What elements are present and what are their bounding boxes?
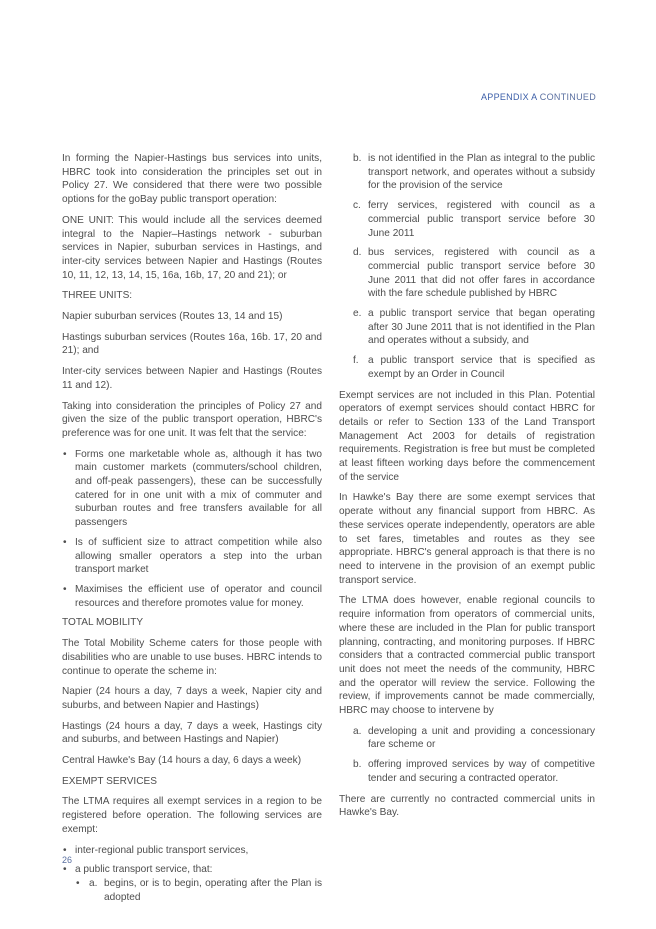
list-marker: d.	[353, 247, 362, 259]
total-mobility-paragraph: The Total Mobility Scheme caters for those people with disabilities who are unable to use buses. HBRC intends to continue to operate the scheme in:	[62, 638, 322, 677]
right-column	[339, 152, 595, 827]
header-continued: CONTINUED	[537, 92, 596, 102]
list-marker: • a.	[89, 877, 98, 889]
three-units-heading: THREE UNITS:	[62, 290, 133, 302]
list-item: • Forms one marketable whole as, although it has two main customer markets (commuters/school children, and off-peak passengers), these can be successfully catered for in one unit with a mix of commuter and suburban routes and free transfers available for all passengers	[62, 448, 322, 530]
preference-paragraph: Taking into consideration the principles of Policy 27 and given the size of the public transport operation, HBRC's preference was for one unit. It was felt that the service:	[62, 400, 322, 439]
list-item	[339, 354, 595, 381]
list-item-text: a public transport service that is specified as exempt by an Order in Council	[368, 355, 595, 380]
exempt-bullet-list	[62, 844, 322, 905]
hastings-mobility-paragraph: Hastings (24 hours a day, 7 days a week, Hastings city and suburbs, and between Hastings and Napier)	[62, 720, 322, 746]
exempt-registration-paragraph: Exempt services are not included in this Plan. Potential operators of exempt services should contact HBRC for details or refer to Section 133 of the Land Transport Management Act 2003 for details of registration requirements. Registration is free but must be completed at least fifteen working days before the commencement of the service	[339, 389, 595, 483]
one-unit-paragraph: ONE UNIT: This would include all the services deemed integral to the Napier–Hastings network - suburban services in Napier, suburban services in Hastings, and inter-city services between Napier and Hastings (Routes 10, 11, 12, 13, 14, 15, 16a, 16b, 17, 20 and 21); or	[62, 214, 322, 281]
list-item	[339, 725, 595, 752]
list-item	[62, 863, 322, 904]
list-item-text: begins, or is to begin, operating after the Plan is adopted	[104, 877, 322, 903]
list-marker: c.	[353, 200, 361, 212]
header-appendix: APPENDIX A	[480, 92, 537, 102]
intro-paragraph: In forming the Napier-Hastings bus services into units, HBRC took into consideration the principles set out in Policy 27. We considered that there were two possible options for the goBay public transport operation:	[62, 153, 322, 206]
list-item-text: a public transport service that began operating after 30 June 2011 that is not identified in the Plan and operates without a subsidy, and	[368, 308, 595, 347]
list-item-text: offering improved services by way of competitive tender and securing a contracted operator.	[368, 759, 595, 784]
list-item	[339, 758, 595, 785]
total-mobility-heading: TOTAL MOBILITY	[62, 617, 144, 629]
list-item	[339, 152, 595, 193]
napier-mobility-paragraph: Napier (24 hours a day, 7 days a week, Napier city and suburbs, and between Napier and Hastings)	[62, 686, 322, 711]
chb-mobility-paragraph: Central Hawke's Bay (14 hours a day, 6 days a week)	[62, 755, 302, 767]
exempt-sub-list-continued	[339, 152, 595, 382]
list-item-text: ferry services, registered with council as a commercial public transport service before 30 June 2011	[368, 200, 595, 239]
list-item	[339, 307, 595, 348]
list-item-text: is not identified in the Plan as integral to the public transport network, and operates without a subsidy for the provision of the service	[368, 153, 595, 192]
exempt-sub-list	[75, 877, 322, 904]
list-item: • Maximises the efficient use of operator and council resources and therefore promotes value for money.	[62, 583, 322, 610]
list-marker: b.	[353, 759, 362, 771]
running-header	[481, 92, 596, 102]
inter-city-paragraph: Inter-city services between Napier and Hastings (Routes 11 and 12).	[62, 366, 322, 391]
hawkes-bay-exempt-paragraph: In Hawke's Bay there are some exempt services that operate without any financial support from HBRC. As these services operate independently, operators are able to set fares, timetables and routes as they see appropriate. HBRC's general approach is that there is no need to intervene in the provision of an exempt public transport service.	[339, 492, 595, 586]
napier-suburban-paragraph: Napier suburban services (Routes 13, 14 and 15)	[62, 311, 283, 323]
list-item: • Is of sufficient size to attract competition while also allowing smaller operators a step into the urban transport market	[62, 536, 322, 577]
list-item-text: developing a unit and providing a concessionary fare scheme or	[368, 725, 595, 751]
service-bullet-list	[62, 448, 322, 611]
exempt-services-paragraph: The LTMA requires all exempt services in a region to be registered before operation. The following services are exempt:	[62, 796, 322, 835]
list-item	[339, 199, 595, 240]
list-marker: e.	[353, 308, 362, 320]
list-item	[75, 877, 322, 904]
exempt-services-heading: EXEMPT SERVICES	[62, 775, 157, 787]
list-marker: a.	[353, 725, 362, 737]
list-item-text: a public transport service, that:	[75, 864, 213, 876]
list-item: • inter-regional public transport services,	[62, 844, 322, 858]
page-number: 26	[62, 855, 73, 865]
left-column	[62, 152, 322, 911]
no-contracted-units-paragraph: There are currently no contracted commercial units in Hawke's Bay.	[339, 793, 595, 819]
intervention-list	[339, 725, 595, 786]
list-marker: b.	[353, 153, 362, 164]
list-item-text: bus services, registered with council as a commercial public transport service before 30 June 2011 that did not offer fares in accordance with the fare schedule published by HBRC	[368, 247, 595, 300]
list-marker: f.	[353, 355, 359, 367]
ltma-information-paragraph: The LTMA does however, enable regional councils to require information from operators of commercial units, where these are included in the Plan for public transport planning, contracting, and monitoring purposes. If HBRC considers that a contracted commercial public transport unit does not meet the needs of the community, HBRC and the operator will review the service. Following the review, if improvements cannot be made commercially, HBRC may choose to intervene by	[339, 595, 595, 717]
list-item	[339, 246, 595, 301]
hastings-suburban-paragraph: Hastings suburban services (Routes 16a, 16b. 17, 20 and 21); and	[62, 331, 322, 357]
